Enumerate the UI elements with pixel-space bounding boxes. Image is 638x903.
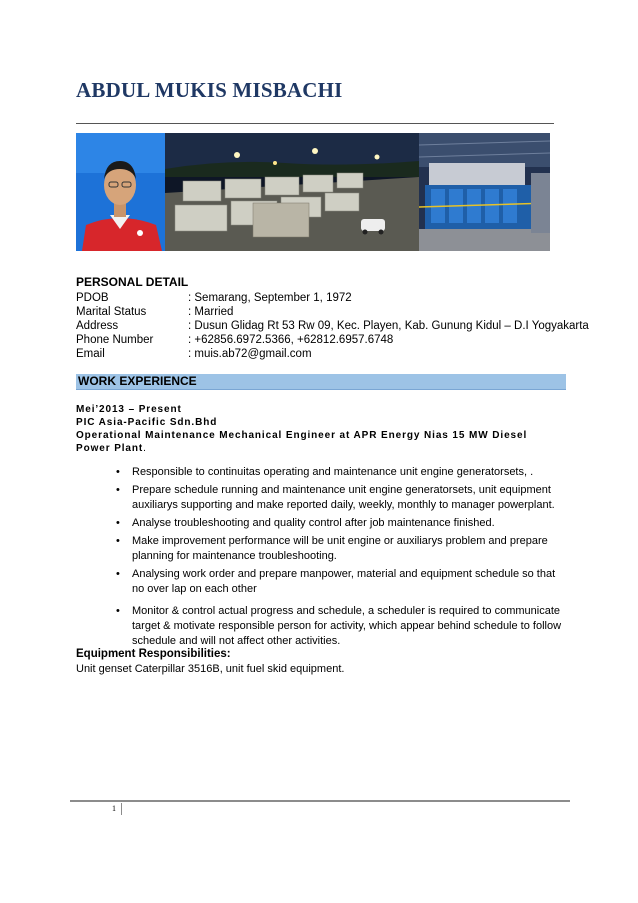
equipment-heading: Equipment Responsibilities: (76, 648, 231, 660)
job-role-end: . (143, 443, 147, 454)
job-role-line2: Power Plant (76, 443, 144, 454)
job-period: Mei’2013 – Present (76, 404, 182, 415)
marital-status-label: Marital Status (76, 306, 147, 318)
photo-strip (76, 133, 550, 251)
list-item: • Analyse troubleshooting and quality control after job maintenance finished. (116, 516, 566, 531)
list-item: • Make improvement performance will be unit engine or auxiliarys problem and prepare planning for maintenance troubleshooting. (116, 534, 566, 564)
personal-row-address (76, 320, 589, 332)
marital-status-value: : Married (188, 306, 234, 318)
list-item: • Analysing work order and prepare manpower, material and equipment schedule so that no over lap on each other (116, 567, 566, 597)
job-company: PIC Asia-Pacific Sdn.Bhd (76, 417, 218, 428)
address-value: : Dusun Glidag Rt 53 Rw 09, Kec. Playen, Kab. Gunung Kidul – D.I Yogyakarta (188, 320, 589, 332)
diesel-engine-hall-photo (419, 133, 550, 251)
list-item: • Monitor & control actual progress and schedule, a scheduler is required to communicate target & motivate responsible person for activity, which appear behind schedule to follow schedule and will not affect other activities. (116, 604, 566, 649)
name-underline (76, 123, 554, 124)
personal-row-phone (76, 334, 393, 346)
footer-separator (121, 803, 122, 815)
email-value: : muis.ab72@gmail.com (188, 348, 312, 360)
work-experience-heading: WORK EXPERIENCE (78, 374, 197, 388)
job-role: Operational Maintenance Mechanical Engineer at APR Energy Nias 15 MW Diesel (76, 430, 528, 441)
phone-label: Phone Number (76, 334, 154, 346)
address-label: Address (76, 320, 119, 332)
responsibility-list (116, 465, 566, 649)
phone-value: : +62856.6972.5366, +62812.6957.6748 (188, 334, 394, 346)
page-number: 1 (112, 804, 116, 813)
work-experience-bar (76, 374, 566, 390)
candidate-name: ABDUL MUKIS MISBACHI (76, 78, 343, 102)
pdob-label: PDOB (76, 292, 109, 304)
personal-row-pdob (76, 292, 352, 304)
pdob-value: : Semarang, September 1, 1972 (188, 292, 352, 304)
personal-row-marital-status (76, 306, 233, 318)
list-item: • Responsible to continuitas operating and maintenance unit engine generatorsets, . (116, 465, 566, 480)
power-plant-night-photo (165, 133, 419, 251)
email-label: Email (76, 348, 105, 360)
portrait-photo (76, 133, 165, 251)
personal-detail-heading: PERSONAL DETAIL (76, 275, 189, 289)
footer-rule (70, 800, 570, 802)
personal-row-email (76, 348, 312, 360)
list-item: • Prepare schedule running and maintenance unit engine generatorsets, unit equipment auxiliarys supporting and make reported daily, weekly, monthly to manager powerplant. (116, 483, 566, 513)
job-role-continued (76, 443, 147, 454)
equipment-text: Unit genset Caterpillar 3516B, unit fuel skid equipment. (76, 663, 345, 675)
